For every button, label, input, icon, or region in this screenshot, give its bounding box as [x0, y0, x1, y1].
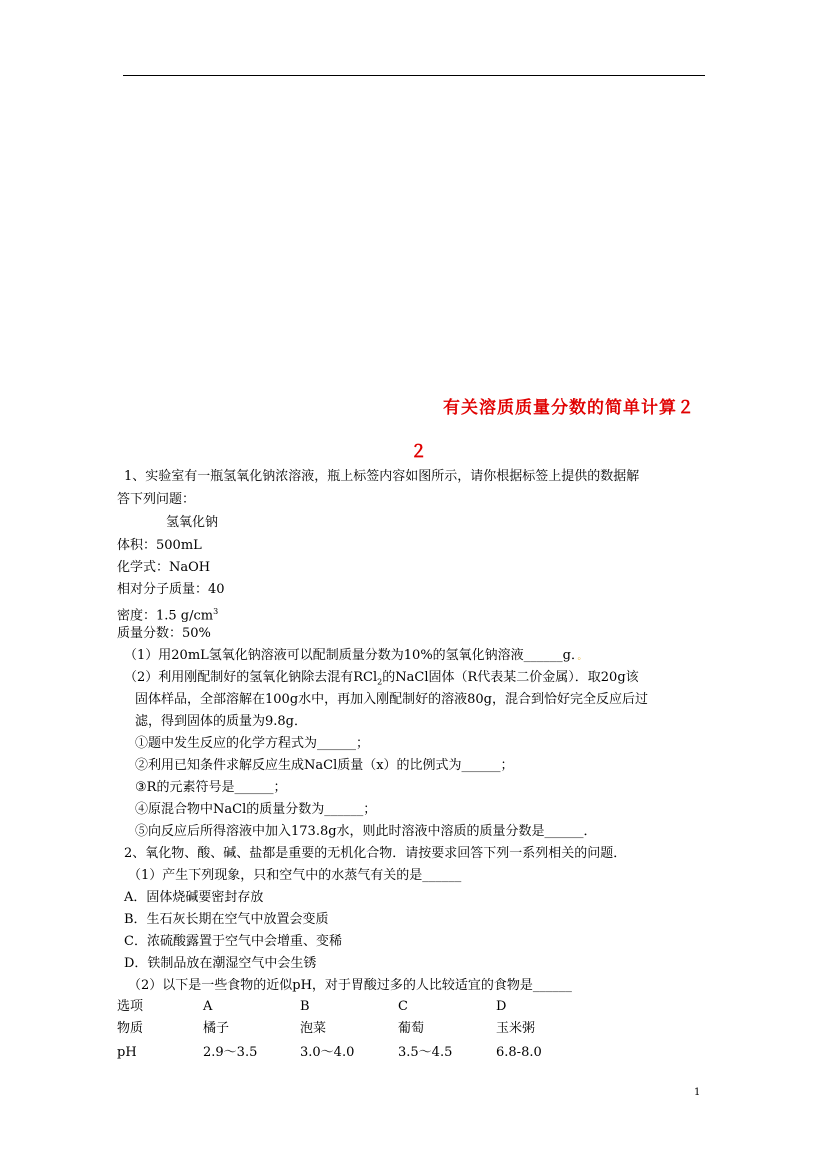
label-mass-fraction: 质量分数：50% — [117, 626, 211, 641]
table-cell: C — [398, 999, 408, 1014]
q1-sub2: ②利用已知条件求解反应生成NaCl质量（x）的比例式为______； — [135, 758, 514, 773]
table-cell: 3.5～4.5 — [398, 1045, 453, 1060]
q1-stem-line2: 答下列问题： — [117, 492, 196, 507]
q2-option-c: C．浓硫酸露置于空气中会增重、变稀 — [124, 934, 342, 949]
table-cell: 6.8-8.0 — [496, 1045, 542, 1060]
q2-stem: 2、氧化物、酸、碱、盐都是重要的无机化合物．请按要求回答下列一系列相关的问题． — [124, 846, 627, 861]
table-cell: 玉米粥 — [496, 1021, 536, 1036]
q1-part2-line2: 固体样品，全部溶解在100g水中，再加入刚配制好的溶液80g，混合到恰好完全反应后过 — [135, 692, 648, 707]
q2-option-a: A．固体烧碱要密封存放 — [124, 890, 264, 905]
q2-part2: （2）以下是一些食物的近似pH，对于胃酸过多的人比较适宜的食物是______ — [128, 978, 572, 993]
table-cell: 葡萄 — [398, 1021, 425, 1036]
table-cell: 3.0～4.0 — [300, 1045, 355, 1060]
q1-sub4: ④原混合物中NaCl的质量分数为______； — [135, 802, 377, 817]
q1-part1: （1）用20mL氢氧化钠溶液可以配制质量分数为10%的氢氧化钠溶液______g．。 — [124, 648, 587, 663]
q1-sub3: ③R的元素符号是______； — [135, 780, 287, 795]
label-formula: 化学式：NaOH — [117, 560, 211, 575]
q2-option-d: D．铁制品放在潮湿空气中会生锈 — [124, 956, 317, 971]
table-cell: 物质 — [117, 1021, 144, 1036]
label-density: 密度：1.5 $g/cm^3$ — [117, 607, 219, 624]
label-volume: 体积：500mL — [117, 538, 202, 553]
header-rule — [123, 75, 705, 76]
q1-sub5: ⑤向反应后所得溶液中加入173.8g水，则此时溶液中溶质的质量分数是______． — [135, 824, 597, 839]
label-name: 氢氧化钠 — [166, 515, 219, 530]
table-cell: pH — [117, 1045, 137, 1060]
label-molar-mass: 相对分子质量：40 — [117, 582, 225, 597]
q2-part1: （1）产生下列现象，只和空气中的水蒸气有关的是______ — [128, 868, 462, 883]
table-cell: A — [203, 999, 213, 1014]
table-cell: 橘子 — [203, 1021, 230, 1036]
page-number: 1 — [694, 1087, 701, 1098]
table-cell: 2.9～3.5 — [203, 1045, 258, 1060]
doc-title: 有关溶质质量分数的简单计算２ — [443, 398, 695, 418]
q1-part2-line3: 滤，得到固体的质量为9.8g． — [135, 714, 307, 729]
doc-title-continuation: ２ — [410, 442, 427, 462]
q1-stem-line1: 1、实验室有一瓶氢氧化钠浓溶液，瓶上标签内容如图所示，请你根据标签上提供的数据解 — [124, 469, 640, 484]
q2-option-b: B．生石灰长期在空气中放置会变质 — [124, 912, 329, 927]
table-cell: 泡菜 — [300, 1021, 327, 1036]
table-cell: 选项 — [117, 999, 144, 1014]
table-cell: B — [300, 999, 310, 1014]
table-cell: D — [496, 999, 507, 1014]
q1-part2-line1: （2）利用刚配制好的氢氧化钠除去混有RCl$_2$的NaCl固体（R代表某二价金属）．取20g该 — [124, 670, 639, 687]
q1-sub1: ①题中发生反应的化学方程式为______； — [135, 736, 370, 751]
